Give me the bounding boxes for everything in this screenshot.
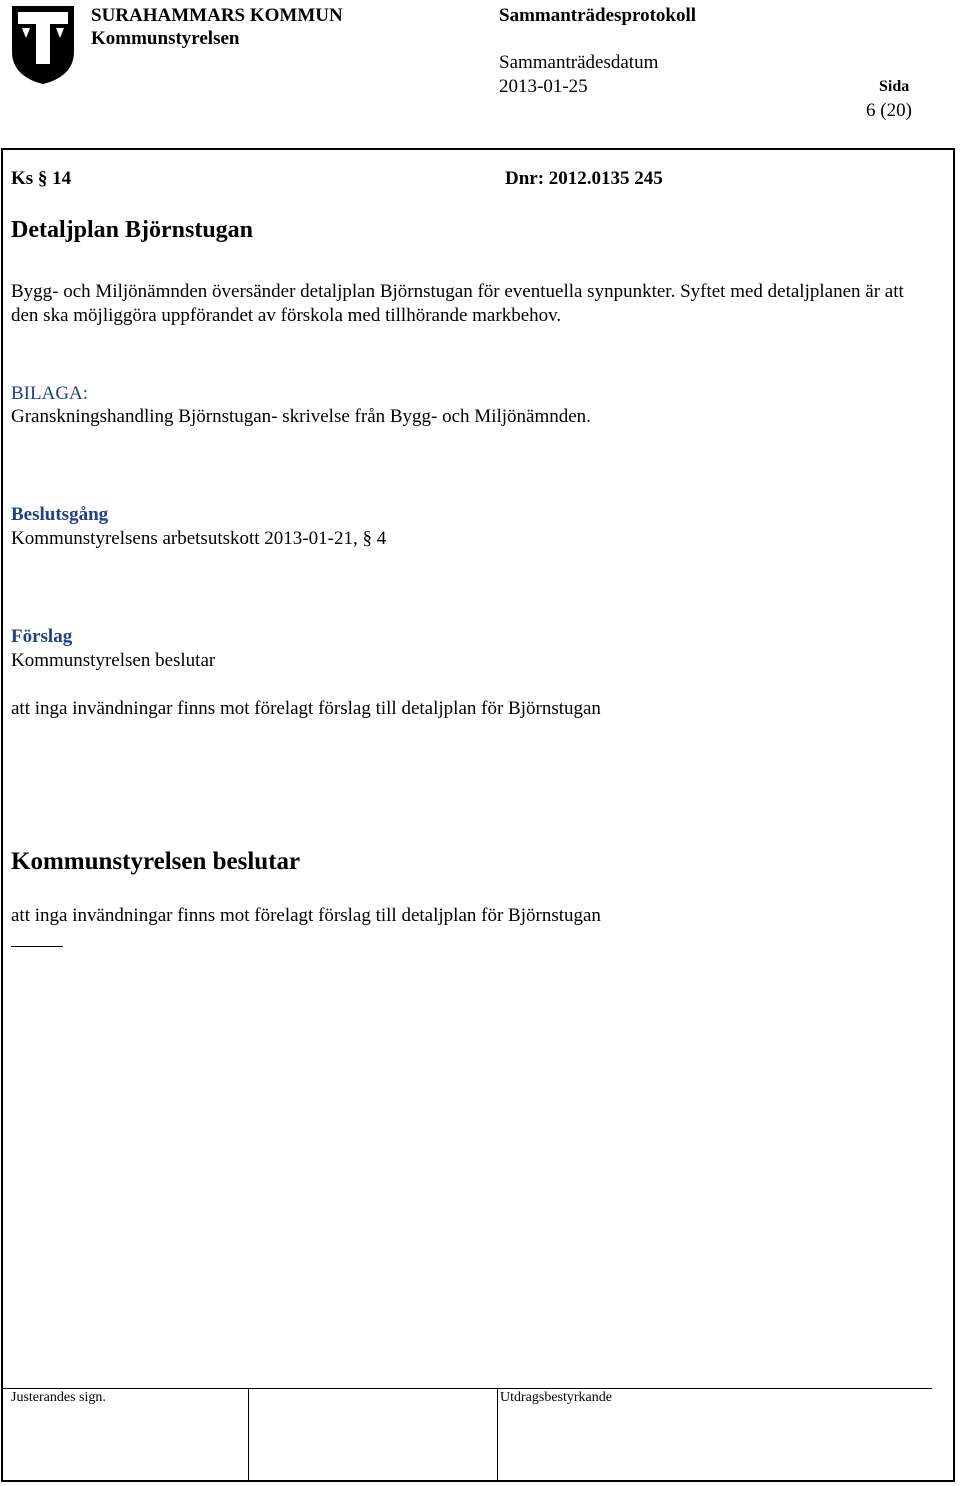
paragraph-number: Ks § 14	[11, 168, 72, 189]
item-title: Detaljplan Björnstugan	[11, 217, 254, 243]
end-rule	[11, 946, 63, 947]
justerandes-sign-label: Justerandes sign.	[11, 1390, 106, 1405]
municipal-coat-of-arms-logo	[10, 4, 76, 86]
content-frame	[1, 148, 955, 1482]
intro-paragraph: Bygg- och Miljönämnden översänder detaljplan Björnstugan för eventuella synpunkter. Syftet med detaljplanen är att den ska möjliggöra uppförandet av förskola med tillhörande markbehov.	[11, 281, 904, 326]
case-number: Dnr: 2012.0135 245	[505, 168, 663, 189]
attachment-text: Granskningshandling Björnstugan- skrivelse från Bygg- och Miljönämnden.	[11, 406, 591, 427]
beslutsgang-text: Kommunstyrelsens arbetsutskott 2013-01-21, § 4	[11, 528, 387, 549]
page-label: Sida	[879, 78, 910, 95]
forslag-heading: Förslag	[11, 626, 73, 647]
forslag-text: Kommunstyrelsen beslutar	[11, 650, 216, 671]
committee-name: Kommunstyrelsen	[91, 28, 240, 49]
forslag-proposal: att inga invändningar finns mot förelagt förslag till detaljplan för Björnstugan	[11, 698, 601, 719]
page-number: 6 (20)	[866, 100, 912, 121]
decision-heading: Kommunstyrelsen beslutar	[11, 848, 301, 875]
footer-column-divider	[248, 1388, 249, 1482]
meeting-date: 2013-01-25	[499, 76, 588, 97]
utdragsbestyrkande-label: Utdragsbestyrkande	[500, 1390, 612, 1405]
attachment-label: BILAGA:	[11, 383, 89, 404]
footer-column-divider	[497, 1388, 498, 1482]
municipality-name: SURAHAMMARS KOMMUN	[91, 5, 343, 26]
meeting-date-label: Sammanträdesdatum	[499, 52, 659, 73]
decision-text: att inga invändningar finns mot förelagt förslag till detaljplan för Björnstugan	[11, 905, 601, 926]
beslutsgang-heading: Beslutsgång	[11, 504, 109, 525]
footer-divider	[1, 1388, 932, 1389]
document-type: Sammanträdesprotokoll	[499, 5, 697, 26]
